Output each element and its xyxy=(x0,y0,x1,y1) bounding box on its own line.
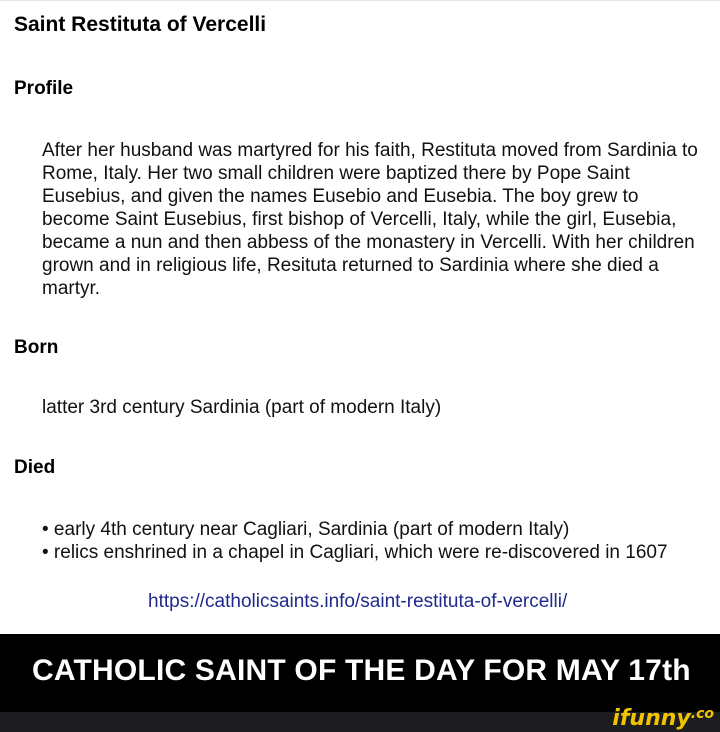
born-text: latter 3rd century Sardinia (part of modern Italy) xyxy=(42,397,442,418)
died-item: • relics enshrined in a chapel in Cagliari, which were re-discovered in 1607 xyxy=(42,542,668,563)
caption-banner xyxy=(0,634,720,712)
profile-heading: Profile xyxy=(14,78,74,99)
banner-caption: CATHOLIC SAINT OF THE DAY FOR MAY 17th xyxy=(32,654,691,687)
source-link[interactable]: https://catholicsaints.info/saint-restituta-of-vercelli/ xyxy=(148,591,568,612)
died-heading: Died xyxy=(14,457,56,478)
born-heading: Born xyxy=(14,337,59,358)
ifunny-watermark-logo: ifunny$^{.co}$ xyxy=(612,706,714,731)
profile-text: After her husband was martyred for his faith, Restituta moved from Sardinia to Rome, Italy. Her two small children were baptized there by Pope Saint Eusebius, and given the names Eusebio and Eusebia. The boy grew to become Saint Eusebius, first bishop of Vercelli, Italy, while the girl, Eusebia, became a nun and then abbess of the monastery in Vercelli. With her children grown and in religious life, Resituta returned to Sardinia where she died a martyr. xyxy=(42,140,698,299)
died-item: • early 4th century near Cagliari, Sardinia (part of modern Italy) xyxy=(42,519,570,540)
died-list xyxy=(42,518,668,564)
footer-bar xyxy=(0,706,720,732)
page-title: Saint Restituta of Vercelli xyxy=(14,13,267,36)
